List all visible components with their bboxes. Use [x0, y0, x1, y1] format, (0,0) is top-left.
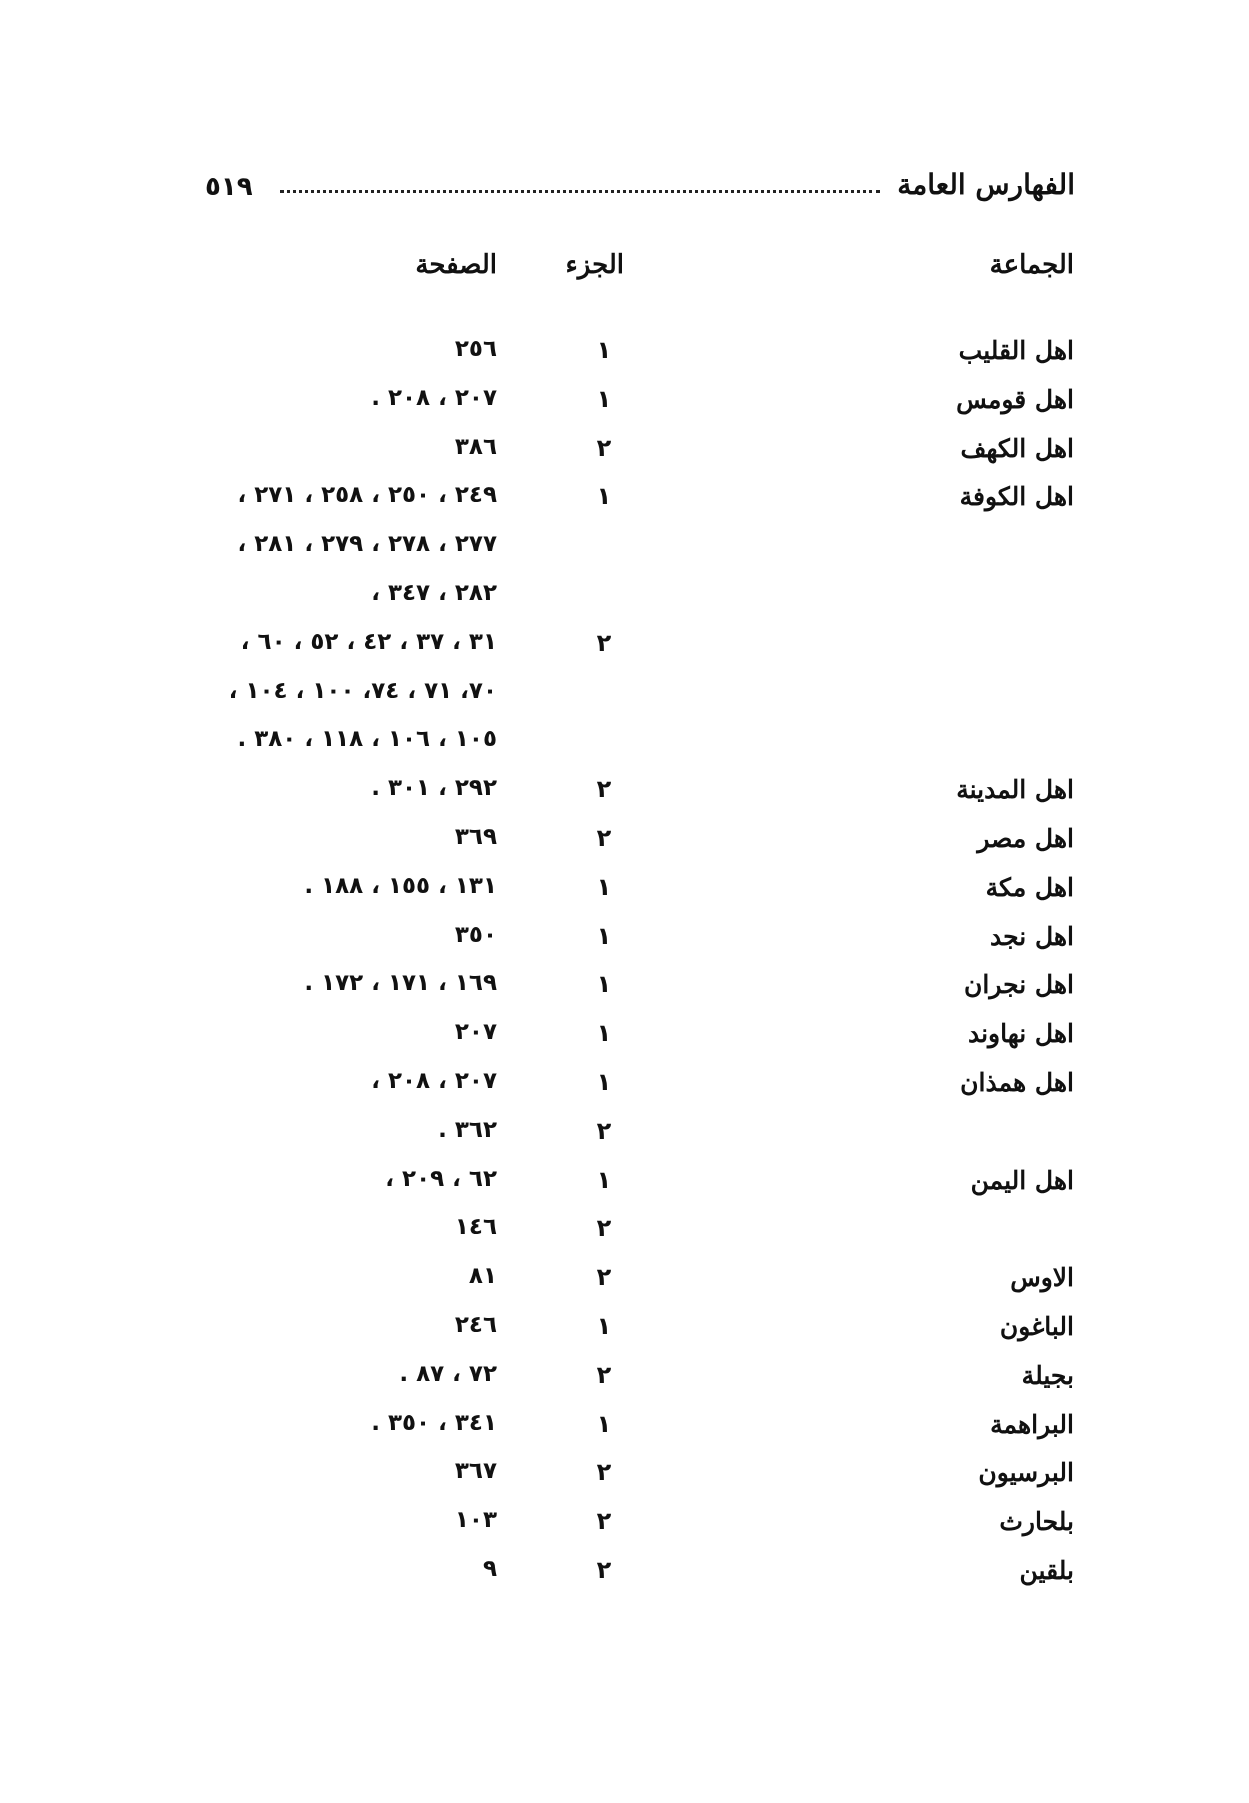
entry-part: ١ — [596, 1019, 612, 1048]
table-row — [0, 623, 1249, 672]
entry-group: بلحارث — [999, 1507, 1074, 1537]
table-row — [0, 1452, 1249, 1501]
entry-group: الاوس — [1010, 1263, 1074, 1293]
header-title: الفهارس العامة — [897, 168, 1075, 201]
entry-group: اهل اليمن — [970, 1165, 1074, 1195]
table-row — [0, 769, 1249, 818]
entry-part: ٢ — [596, 1116, 612, 1145]
entry-group: اهل مصر — [977, 823, 1074, 853]
entry-group: اهل مكة — [985, 872, 1074, 902]
table-row — [0, 1160, 1249, 1209]
entry-group: بلقين — [1019, 1555, 1074, 1585]
entry-group: بجيلة — [1021, 1360, 1074, 1390]
entry-pages: ٨١ — [468, 1263, 497, 1290]
entry-group: اهل همذان — [960, 1067, 1074, 1097]
entry-part: ١ — [596, 1409, 612, 1438]
entry-part: ١ — [596, 872, 612, 901]
table-row — [0, 964, 1249, 1013]
table-row — [0, 1013, 1249, 1062]
table-row — [0, 330, 1249, 379]
entry-part: ١ — [596, 1311, 612, 1340]
page-number: ٥١٩ — [205, 172, 253, 202]
entry-pages: ١٠٥ ، ١٠٦ ، ١١٨ ، ٣٨٠ . — [237, 726, 497, 753]
entry-pages: ٦٢ ، ٢٠٩ ، — [385, 1165, 497, 1192]
entry-pages: ٢٨٢ ، ٣٤٧ ، — [371, 579, 497, 606]
entry-pages: ٧٠، ٧١ ، ٧٤، ١٠٠ ، ١٠٤ ، — [228, 677, 497, 704]
table-row — [0, 476, 1249, 525]
table-row — [0, 1208, 1249, 1257]
table-row — [0, 867, 1249, 916]
entry-group: اهل نجران — [964, 970, 1074, 1000]
table-row — [0, 525, 1249, 574]
column-header-group: الجماعة — [989, 250, 1074, 280]
index-entries — [0, 330, 1249, 1599]
table-row — [0, 1111, 1249, 1160]
entry-pages: ٣٦٩ — [454, 823, 497, 850]
entry-part: ٢ — [596, 628, 612, 657]
table-row — [0, 1501, 1249, 1550]
entry-pages: ٢٤٦ — [454, 1311, 497, 1338]
entry-group: اهل الكهف — [960, 433, 1074, 463]
entry-pages: ٣٦٧ — [454, 1458, 497, 1485]
entry-part: ١ — [596, 921, 612, 950]
table-row — [0, 720, 1249, 769]
entry-pages: ٣٨٦ — [454, 433, 497, 460]
table-row — [0, 574, 1249, 623]
entry-part: ٢ — [596, 775, 612, 804]
column-headers — [0, 250, 1249, 290]
entry-pages: ٣٥٠ — [454, 921, 497, 948]
table-row — [0, 1257, 1249, 1306]
entry-part: ٢ — [596, 1360, 612, 1389]
entry-part: ٢ — [596, 1458, 612, 1487]
entry-part: ١ — [596, 1165, 612, 1194]
table-row — [0, 428, 1249, 477]
entry-part: ١ — [596, 970, 612, 999]
entry-pages: ٣١ ، ٣٧ ، ٤٢ ، ٥٢ ، ٦٠ ، — [240, 628, 497, 655]
entry-part: ١ — [596, 482, 612, 511]
entry-pages: ٢٧٧ ، ٢٧٨ ، ٢٧٩ ، ٢٨١ ، — [237, 531, 497, 558]
entry-part: ٢ — [596, 823, 612, 852]
entry-group: اهل الكوفة — [959, 482, 1074, 512]
running-header — [205, 168, 1075, 208]
table-row — [0, 1404, 1249, 1453]
entry-pages: ٢٠٧ — [454, 1019, 497, 1046]
entry-pages: ١٠٣ — [454, 1507, 497, 1534]
table-row — [0, 1306, 1249, 1355]
entry-pages: ٢٠٧ ، ٢٠٨ ، — [371, 1067, 497, 1094]
table-row — [0, 672, 1249, 721]
entry-pages: ١٦٩ ، ١٧١ ، ١٧٢ . — [304, 970, 497, 997]
table-row — [0, 818, 1249, 867]
entry-pages: ٧٢ ، ٨٧ . — [399, 1360, 497, 1387]
entry-group: البرسيون — [978, 1458, 1074, 1488]
entry-group: اهل المدينة — [956, 775, 1074, 805]
entry-part: ٢ — [596, 1214, 612, 1243]
entry-group: الباغون — [999, 1311, 1074, 1341]
table-row — [0, 379, 1249, 428]
entry-group: اهل القليب — [958, 336, 1074, 365]
entry-part: ٢ — [596, 1507, 612, 1536]
table-row — [0, 916, 1249, 965]
table-row — [0, 1550, 1249, 1599]
entry-group: اهل نجد — [990, 921, 1074, 951]
entry-part: ١ — [596, 1067, 612, 1096]
entry-group: البراهمة — [990, 1409, 1074, 1439]
entry-group: اهل نهاوند — [967, 1019, 1074, 1049]
column-header-part: الجزء — [565, 250, 624, 280]
entry-group: اهل قومس — [956, 384, 1074, 414]
entry-pages: ٢٩٢ ، ٣٠١ . — [371, 775, 497, 802]
entry-part: ٢ — [596, 1555, 612, 1584]
entry-pages: ٢٤٩ ، ٢٥٠ ، ٢٥٨ ، ٢٧١ ، — [237, 482, 497, 509]
entry-pages: ٣٤١ ، ٣٥٠ . — [371, 1409, 497, 1436]
table-row — [0, 1062, 1249, 1111]
entry-pages: ٢٠٧ ، ٢٠٨ . — [371, 384, 497, 411]
entry-part: ٢ — [596, 433, 612, 462]
column-header-page: الصفحة — [415, 250, 497, 280]
entry-pages: ١٤٦ — [454, 1214, 497, 1241]
entry-pages: ٢٥٦ — [454, 336, 497, 362]
table-row — [0, 1355, 1249, 1404]
entry-pages: ١٣١ ، ١٥٥ ، ١٨٨ . — [304, 872, 497, 899]
dot-leader — [280, 190, 880, 193]
entry-pages: ٩ — [482, 1555, 497, 1582]
entry-part: ١ — [596, 336, 612, 364]
entry-pages: ٣٦٢ . — [438, 1116, 497, 1143]
entry-part: ٢ — [596, 1263, 612, 1292]
entry-part: ١ — [596, 384, 612, 413]
